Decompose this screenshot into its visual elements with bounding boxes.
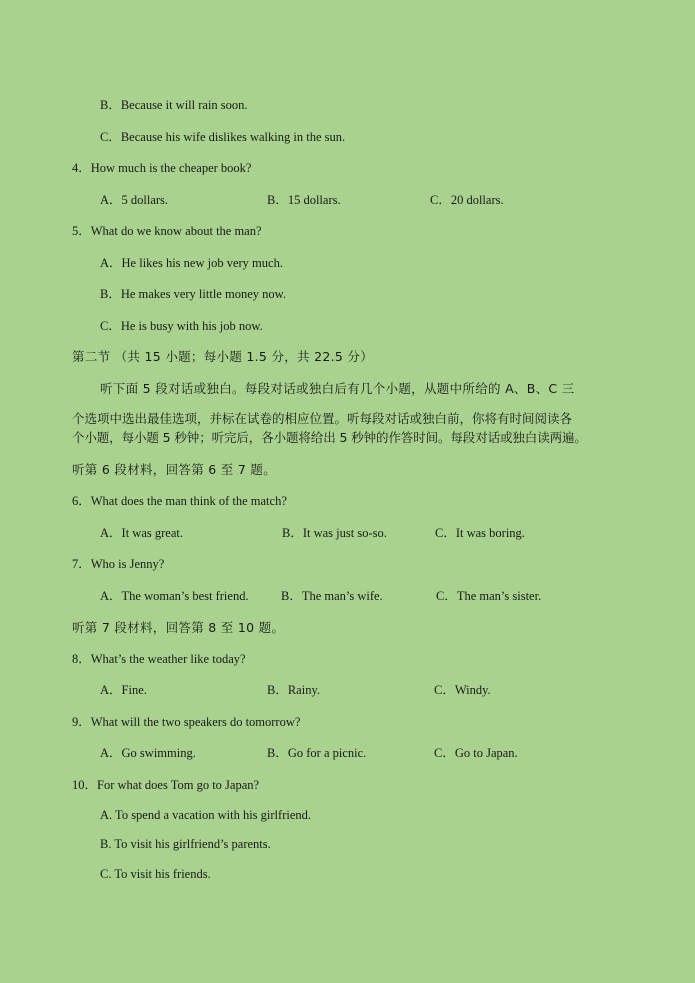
q6-option-c: C．It was boring. — [435, 526, 525, 540]
q10-option-b: B. To visit his girlfriend’s parents. — [100, 837, 271, 851]
q6-option-a: A．It was great. — [100, 526, 183, 540]
q9-question: 9．What will the two speakers do tomorrow? — [72, 715, 301, 729]
q8-option-c: C．Windy. — [434, 683, 491, 697]
section2-heading: 第二节 （共 15 小题；每小题 1.5 分，共 22.5 分） — [72, 349, 374, 364]
q3-option-b: B．Because it will rain soon. — [100, 98, 248, 112]
q8-option-b: B．Rainy. — [267, 683, 321, 697]
q5-option-c: C．He is busy with his job now. — [100, 319, 263, 333]
material-7-label: 听第 7 段材料，回答第 8 至 10 题。 — [72, 620, 285, 635]
q7-option-a: A．The woman’s best friend. — [100, 589, 249, 603]
q5-option-a: A．He likes his new job very much. — [100, 256, 283, 270]
q7-question: 7．Who is Jenny? — [72, 557, 165, 571]
q4-option-c: C．20 dollars. — [430, 193, 504, 207]
q4-option-a: A．5 dollars. — [100, 193, 169, 207]
q7-option-c: C．The man’s sister. — [436, 589, 542, 603]
section2-instruction-2: 个选项中选出最佳选项，并标在试卷的相应位置。听每段对话或独白前，你将有时间阅读各 — [72, 411, 573, 426]
q9-option-b: B．Go for a picnic. — [267, 746, 367, 760]
q5-option-b: B．He makes very little money now. — [100, 287, 286, 301]
q6-option-b: B．It was just so-so. — [282, 526, 387, 540]
q10-question: 10．For what does Tom go to Japan? — [72, 778, 260, 792]
q4-question: 4．How much is the cheaper book? — [72, 161, 252, 175]
q9-options — [0, 745, 620, 761]
q5-question: 5．What do we know about the man? — [72, 224, 262, 238]
q7-option-b: B．The man’s wife. — [281, 589, 383, 603]
q7-options — [0, 588, 620, 604]
q10-option-c: C. To visit his friends. — [100, 867, 211, 881]
q9-option-c: C．Go to Japan. — [434, 746, 518, 760]
q9-option-a: A．Go swimming. — [100, 746, 196, 760]
q3-option-c: C．Because his wife dislikes walking in the sun. — [100, 130, 346, 144]
material-6-label: 听第 6 段材料，回答第 6 至 7 题。 — [72, 462, 276, 477]
q8-question: 8．What’s the weather like today? — [72, 652, 246, 666]
q6-options — [0, 525, 620, 541]
q6-question: 6．What does the man think of the match? — [72, 494, 287, 508]
q8-options — [0, 682, 620, 698]
q10-option-a: A. To spend a vacation with his girlfriend. — [100, 808, 312, 822]
section2-instruction-3: 个小题，每小题 5 秒钟；听完后，各小题将给出 5 秒钟的作答时间。每段对话或独白读两遍。 — [72, 430, 587, 445]
q4-options — [0, 192, 620, 208]
q4-option-b: B．15 dollars. — [267, 193, 341, 207]
q8-option-a: A．Fine. — [100, 683, 147, 697]
section2-instruction-1: 听下面 5 段对话或独白。每段对话或独白后有几个小题，从题中所给的 A、B、C 三 — [100, 381, 575, 396]
